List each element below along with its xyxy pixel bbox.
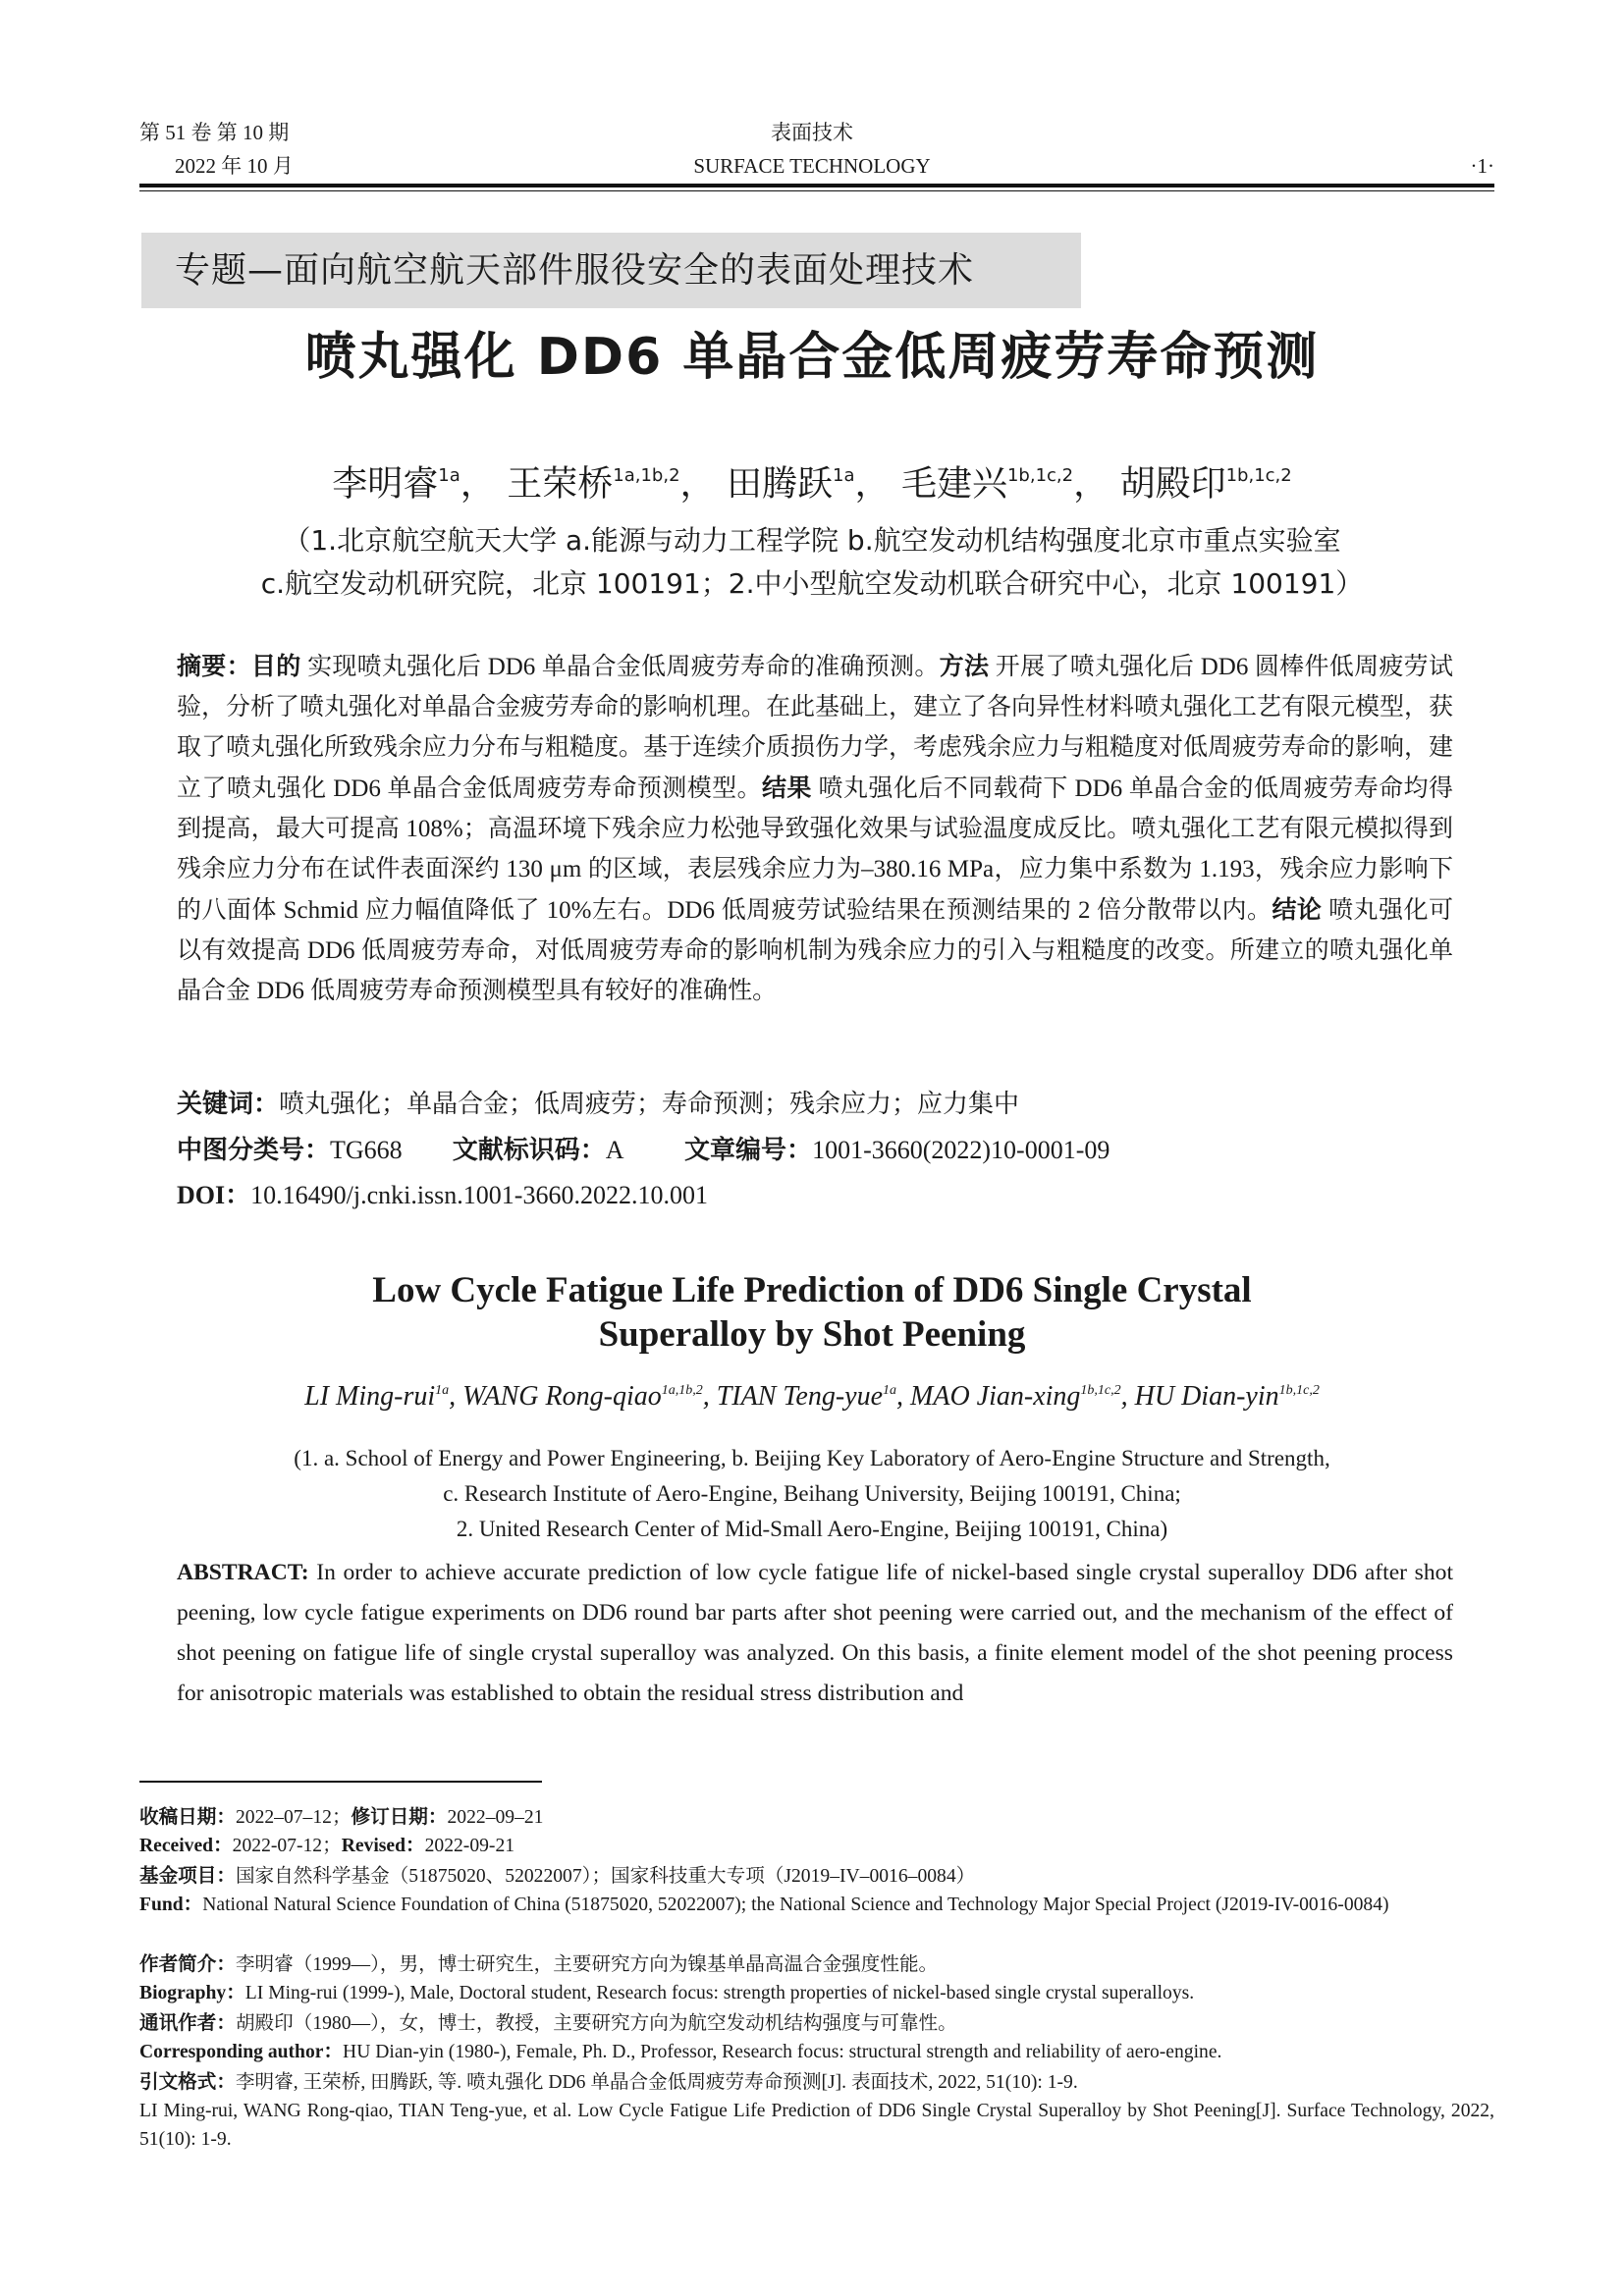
author-separator: ， xyxy=(1073,463,1110,505)
author-separator: , xyxy=(896,1381,911,1413)
footnote-cite-en: LI Ming-rui, WANG Rong-qiao, TIAN Teng-yue, et al. Low Cycle Fatigue Life Prediction of DD6 Single Crystal Superalloy by Shot Peening[J]. Surface Technology, 2022, 51(10): 1-9. xyxy=(139,2101,1494,2150)
author-en: MAO Jian-xing xyxy=(910,1381,1081,1413)
footnote-received-cn xyxy=(139,1802,1494,1832)
received-cn-date: 2022–07–12； xyxy=(235,1807,352,1828)
authors-cn xyxy=(0,454,1624,507)
doi xyxy=(177,1178,708,1213)
author-separator: ， xyxy=(854,463,891,505)
abstract-cn-label: 摘要： xyxy=(177,652,251,680)
received-en-date: 2022-07-12； xyxy=(232,1836,342,1856)
abstract-method: 开展了喷丸强化后 DD6 圆棒件低周疲劳试验，分析了喷丸强化对单晶合金疲劳寿命的影响机理。在此基础上，建立了各向异性材料喷丸强化工艺有限元模型，获取了喷丸强化所致残余应力分布与粗糙度。基于连续介质损伤力学，考虑残余应力与粗糙度对低周疲劳寿命的影响，建立了喷丸强化 DD6 单晶合金低周疲劳寿命预测模型。 xyxy=(177,654,1454,802)
doc-code-label: 文献标识码： xyxy=(452,1136,606,1165)
abstract-result: 喷丸强化后不同载荷下 DD6 单晶合金的低周疲劳寿命均得到提高，最大可提高 108%；高温环境下残余应力松弛导致强化效果与试验温度成反比。喷丸强化工艺有限元模拟得到残余应力分布在试件表面深约 130 μm 的区域，表层残余应力为–380.16 MPa，应力集中系数为 1.193，残余应力影响下的八面体 Schmid 应力幅值降低了 10%左右。DD6 低周疲劳试验结果在预测结果的 2 倍分散带以内。 xyxy=(177,775,1453,924)
volume-issue: 第 51 卷 第 10 期 xyxy=(139,121,290,144)
author-cn: 毛建兴 xyxy=(900,463,1007,505)
author-affil-mark: 1a xyxy=(435,1383,450,1398)
revised-cn-label: 修订日期： xyxy=(351,1805,448,1828)
affiliation-cn-line2: c.航空发动机研究院，北京 100191；2.中小型航空发动机联合研究中心，北京 100191） xyxy=(260,567,1364,600)
journal-name-cn: 表面技术 xyxy=(771,121,853,144)
corr-cn-text: 胡殿印（1980—），女，博士，教授，主要研究方向为航空发动机结构强度与可靠性。 xyxy=(235,2013,957,2034)
author-affil-mark: 1b,1c,2 xyxy=(1006,465,1074,486)
received-en-label: Received： xyxy=(139,1836,233,1856)
author-cn: 李明睿 xyxy=(332,463,439,505)
author-en: HU Dian-yin xyxy=(1134,1381,1279,1413)
author-separator: ， xyxy=(679,463,716,505)
abstract-objective-label: 目的 xyxy=(250,652,301,680)
fund-cn-text: 国家自然科学基金（51875020、52022007）；国家科技重大专项（J2019–IV–0016–0084） xyxy=(235,1866,976,1887)
header-rule-thin xyxy=(139,190,1494,191)
bio-en-label: Biography： xyxy=(139,1983,245,2003)
revised-cn-date: 2022–09–21 xyxy=(447,1807,544,1828)
author-separator: , xyxy=(449,1381,463,1413)
title-en-line2: Superalloy by Shot Peening xyxy=(598,1314,1026,1355)
author-affil-mark: 1a,1b,2 xyxy=(661,1383,703,1398)
issue-date: 2022 年 10 月 xyxy=(175,154,294,178)
footnote-fund-cn xyxy=(139,1861,1494,1891)
footnote-cite-cn xyxy=(139,2067,1494,2097)
topic-banner-text: 专题—面向航空航天部件服役安全的表面处理技术 xyxy=(175,250,975,291)
author-cn: 田腾跃 xyxy=(727,463,834,505)
author-separator: , xyxy=(702,1381,717,1413)
affiliation-en-line1: (1. a. School of Energy and Power Engineering, b. Beijing Key Laboratory of Aero-Engine Structure and Strength, xyxy=(294,1446,1330,1470)
cite-cn-label: 引文格式： xyxy=(139,2070,236,2093)
cite-cn-text: 李明睿, 王荣桥, 田腾跃, 等. 喷丸强化 DD6 单晶合金低周疲劳寿命预测[J]. 表面技术, 2022, 51(10): 1-9. xyxy=(235,2072,1078,2093)
footnote-received-en xyxy=(139,1832,1494,1860)
authors-en xyxy=(0,1372,1624,1415)
corr-cn-label: 通讯作者： xyxy=(139,2011,236,2034)
doi-value[interactable]: 10.16490/j.cnki.issn.1001-3660.2022.10.001 xyxy=(250,1181,708,1209)
fund-cn-label: 基金项目： xyxy=(139,1864,236,1887)
fund-en-label: Fund： xyxy=(139,1895,203,1915)
fund-en-text: National Natural Science Foundation of China (51875020, 52022007); the National Science and Technology Major Special Project (J2019-IV-0016-0084) xyxy=(202,1895,1389,1915)
revised-en-label: Revised： xyxy=(341,1836,425,1856)
doi-label: DOI： xyxy=(177,1181,251,1209)
abstract-cn xyxy=(177,646,1453,1011)
revised-en-date: 2022-09-21 xyxy=(424,1836,515,1856)
footnote-corr-cn xyxy=(139,2008,1494,2038)
doc-code-value: A xyxy=(605,1136,623,1164)
article-number-label: 文章编号： xyxy=(684,1136,813,1165)
affiliation-cn-line1: （1.北京航空航天大学 a.能源与动力工程学院 b.航空发动机结构强度北京市重点实验室 xyxy=(283,524,1341,557)
author-cn: 王荣桥 xyxy=(507,463,614,505)
author-cn: 胡殿印 xyxy=(1119,463,1226,505)
keywords-label: 关键词： xyxy=(177,1090,280,1119)
author-separator: , xyxy=(1120,1381,1135,1413)
author-affil-mark: 1a xyxy=(438,465,460,486)
clc-label: 中图分类号： xyxy=(177,1136,331,1165)
abstract-method-label: 方法 xyxy=(939,652,990,680)
page-number: ·1· xyxy=(1470,154,1494,178)
author-en: LI Ming-rui xyxy=(304,1381,436,1413)
corr-en-label: Corresponding author： xyxy=(139,2042,344,2062)
abstract-en xyxy=(177,1553,1453,1714)
author-separator: ， xyxy=(460,463,496,505)
abstract-conclusion: 喷丸强化可以有效提高 DD6 低周疲劳寿命，对低周疲劳寿命的影响机制为残余应力的引入与粗糙度的改变。所建立的喷丸强化单晶合金 DD6 低周疲劳寿命预测模型具有较好的准确性。 xyxy=(177,897,1453,1004)
journal-name-en: SURFACE TECHNOLOGY xyxy=(693,154,931,178)
abstract-en-label: ABSTRACT: xyxy=(177,1560,309,1585)
abstract-objective: 实现喷丸强化后 DD6 单晶合金低周疲劳寿命的准确预测。 xyxy=(300,654,940,680)
footnote-fund-en xyxy=(139,1891,1494,1919)
author-affil-mark: 1b,1c,2 xyxy=(1278,1383,1320,1398)
corr-en-text: HU Dian-yin (1980-), Female, Ph. D., Professor, Research focus: structural strength and reliability of aero-engine. xyxy=(343,2042,1222,2062)
affiliation-en-line3: 2. United Research Center of Mid-Small Aero-Engine, Beijing 100191, China) xyxy=(456,1517,1168,1541)
clc-value: TG668 xyxy=(330,1136,403,1164)
abstract-result-label: 结果 xyxy=(762,774,812,802)
footnote-corr-en xyxy=(139,2038,1494,2066)
title-en xyxy=(0,1268,1624,1357)
author-affil-mark: 1b,1c,2 xyxy=(1080,1383,1121,1398)
received-cn-label: 收稿日期： xyxy=(139,1805,236,1828)
title-cn: 喷丸强化 DD6 单晶合金低周疲劳寿命预测 xyxy=(304,328,1320,387)
footnote-bio-en xyxy=(139,1979,1494,2007)
title-en-line1: Low Cycle Fatigue Life Prediction of DD6 Single Crystal xyxy=(372,1270,1252,1310)
affiliation-en-line2: c. Research Institute of Aero-Engine, Beihang University, Beijing 100191, China; xyxy=(443,1481,1181,1506)
header-rule-thick xyxy=(139,184,1494,187)
article-number-value: 1001-3660(2022)10-0001-09 xyxy=(812,1136,1110,1164)
abstract-en-text: In order to achieve accurate prediction of low cycle fatigue life of nickel-based single crystal superalloy DD6 after shot peening, low cycle fatigue experiments on DD6 round bar parts after shot peening were carried out, and the mechanism of the effect of shot peening on fatigue life of single crystal superalloy was analyzed. On this basis, a finite element model of the shot peening process for anisotropic materials was established to obtain the residual stress distribution and xyxy=(177,1560,1453,1706)
footnote-rule xyxy=(139,1781,542,1783)
classification xyxy=(177,1133,1110,1168)
bio-cn-text: 李明睿（1999—），男，博士研究生，主要研究方向为镍基单晶高温合金强度性能。 xyxy=(235,1954,939,1975)
keywords-text: 喷丸强化；单晶合金；低周疲劳；寿命预测；残余应力；应力集中 xyxy=(279,1090,1020,1118)
abstract-conclusion-label: 结论 xyxy=(1272,895,1323,924)
author-affil-mark: 1a xyxy=(883,1383,897,1398)
footnote-bio-cn xyxy=(139,1949,1494,1979)
author-affil-mark: 1a,1b,2 xyxy=(613,465,680,486)
keywords xyxy=(177,1087,1019,1122)
author-en: WANG Rong-qiao xyxy=(462,1381,662,1413)
author-en: TIAN Teng-yue xyxy=(716,1381,884,1413)
author-affil-mark: 1b,1c,2 xyxy=(1225,465,1292,486)
bio-cn-label: 作者简介： xyxy=(139,1952,236,1975)
author-affil-mark: 1a xyxy=(833,465,855,486)
bio-en-text: LI Ming-rui (1999-), Male, Doctoral student, Research focus: strength properties of nickel-based single crystal superalloys. xyxy=(244,1983,1195,2003)
